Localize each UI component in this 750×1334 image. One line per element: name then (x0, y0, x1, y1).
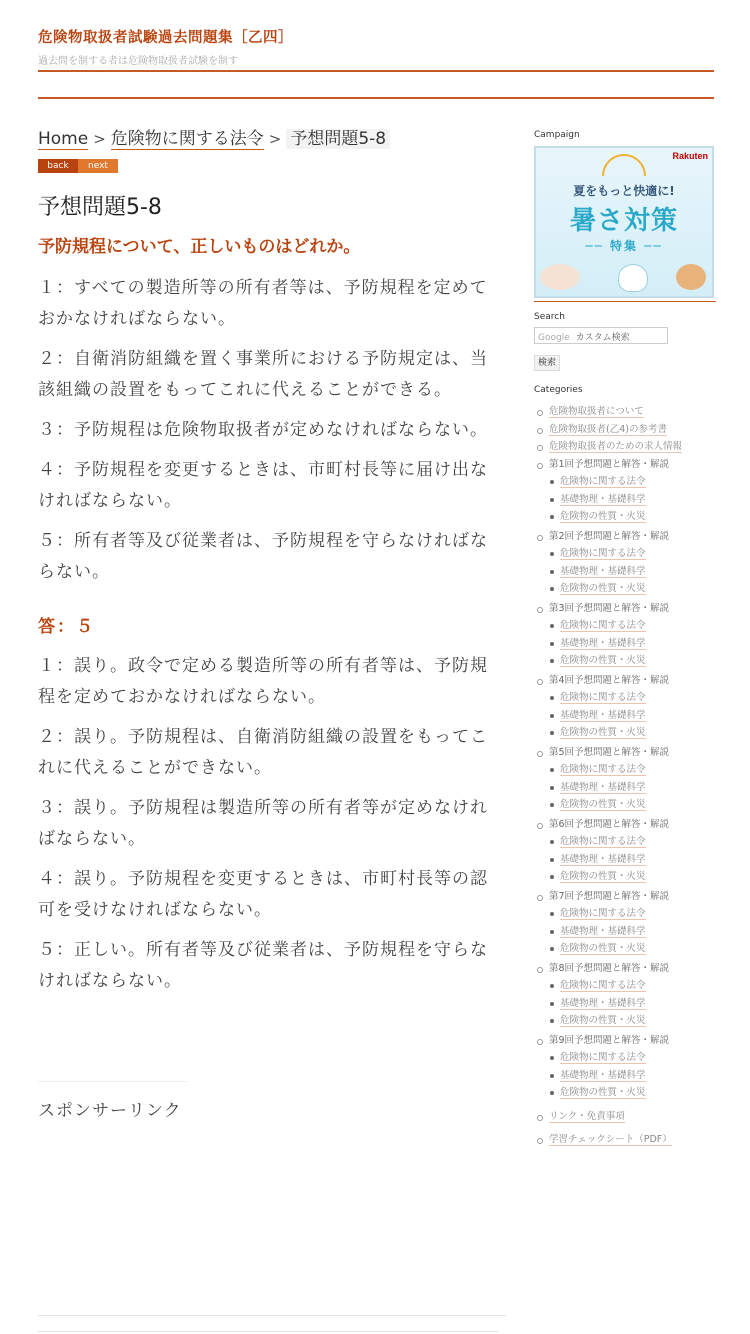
search-input[interactable] (534, 327, 668, 344)
breadcrumb (38, 128, 503, 150)
dog-illustration (676, 264, 706, 290)
subcategory-item[interactable] (549, 833, 716, 851)
search-placeholder: カスタム検索 (575, 333, 630, 343)
breadcrumb-category-link[interactable]: 危険物に関する法令 (110, 129, 264, 149)
subcategory-list (549, 545, 716, 598)
subcategory-link[interactable]: 危険物に関する法令 (560, 908, 646, 919)
category-group (534, 816, 716, 886)
subcategory-item[interactable] (549, 635, 716, 653)
category-item[interactable] (534, 403, 716, 421)
subcategory-list (549, 689, 716, 742)
subcategory-item[interactable] (549, 851, 716, 869)
breadcrumb-separator: > (93, 130, 106, 148)
subcategory-link[interactable]: 基礎物理・基礎科学 (560, 709, 646, 721)
subcategory-item[interactable] (549, 761, 716, 779)
categories-widget (534, 383, 716, 1149)
category-group (534, 672, 716, 742)
subcategory-item[interactable] (549, 779, 716, 797)
category-item[interactable] (534, 1108, 716, 1126)
subcategory-link[interactable]: 危険物の性質・火災 (560, 511, 646, 522)
rakuten-logo: Rakuten (672, 151, 708, 161)
subcategory-item[interactable] (549, 1067, 716, 1085)
bear-illustration (618, 264, 648, 292)
categories-list (534, 403, 716, 1149)
explanation-item: ３：誤り。予防規程は製造所等の所有者等が定めなければならない。 (38, 798, 488, 849)
search-title: Search (534, 312, 565, 322)
category-group-label: 第5回予想問題と解答・解説 (549, 746, 670, 758)
choice-item: ２：自衛消防組織を置く事業所における予防規定は、当該組織の設置をもってこれに代えることができる。 (38, 349, 488, 400)
breadcrumb-current: 予想問題5-8 (286, 129, 390, 149)
subcategory-link[interactable]: 基礎物理・基礎科学 (560, 637, 646, 649)
category-group-label: 第9回予想問題と解答・解説 (549, 1034, 670, 1046)
subcategory-link[interactable]: 危険物の性質・火災 (560, 799, 646, 810)
subcategory-link[interactable]: 基礎物理・基礎科学 (560, 781, 646, 793)
campaign-divider (534, 301, 716, 302)
choice-item: ４：予防規程を変更するときは、市町村長等に届け出なければならない。 (38, 460, 488, 511)
subcategory-link[interactable]: 危険物の性質・火災 (560, 943, 646, 954)
site-header (38, 26, 714, 67)
subcategory-item[interactable] (549, 617, 716, 635)
next-button[interactable]: next (78, 159, 118, 173)
banner-title: 暑さ対策 (569, 206, 678, 236)
campaign-banner[interactable] (534, 146, 714, 298)
banner-subtitle: ── 特集 ── (585, 239, 663, 253)
category-item[interactable] (534, 421, 716, 439)
subcategory-list (549, 473, 716, 526)
category-group (534, 528, 716, 598)
subcategory-list (549, 833, 716, 886)
subcategory-link[interactable]: 基礎物理・基礎科学 (560, 565, 646, 577)
subcategory-item[interactable] (549, 508, 716, 526)
category-group-label: 第7回予想問題と解答・解説 (549, 890, 670, 902)
subcategory-link[interactable]: 基礎物理・基礎科学 (560, 1069, 646, 1081)
footer-divider (38, 1331, 498, 1332)
breadcrumb-home-link[interactable]: Home (38, 129, 89, 149)
subcategory-link[interactable]: 危険物に関する法令 (560, 620, 646, 631)
category-link[interactable]: 危険物取扱者のための求人情報 (549, 441, 683, 452)
subcategory-item[interactable] (549, 724, 716, 742)
subcategory-link[interactable]: 危険物に関する法令 (560, 836, 646, 847)
subcategory-link[interactable]: 危険物の性質・火災 (560, 655, 646, 666)
subcategory-link[interactable]: 基礎物理・基礎科学 (560, 853, 646, 865)
banner-headline: 夏をもっと快適に! (573, 184, 675, 198)
subcategory-item[interactable] (549, 580, 716, 598)
subcategory-link[interactable]: 危険物の性質・火災 (560, 1015, 646, 1026)
category-group-label: 第4回予想問題と解答・解説 (549, 674, 670, 686)
breadcrumb-separator: > (268, 130, 282, 148)
sponsor-label: スポンサーリンク (38, 1101, 182, 1121)
subcategory-item[interactable] (549, 923, 716, 941)
subcategory-item[interactable] (549, 940, 716, 958)
subcategory-link[interactable]: 危険物に関する法令 (560, 764, 646, 775)
pillow-illustration (540, 264, 580, 290)
category-group-label: 第8回予想問題と解答・解説 (549, 962, 670, 974)
subcategory-item[interactable] (549, 868, 716, 886)
subcategory-item[interactable] (549, 707, 716, 725)
question-text: 予防規程について、正しいものはどれか。 (38, 237, 361, 257)
subcategory-item[interactable] (549, 905, 716, 923)
category-group (534, 1032, 716, 1102)
subcategory-item[interactable] (549, 1049, 716, 1067)
sponsor-divider (38, 1081, 188, 1082)
subcategory-item[interactable] (549, 689, 716, 707)
site-title[interactable]: 危険物取扱者試験過去問題集［乙四］ (38, 30, 293, 46)
subcategory-item[interactable] (549, 491, 716, 509)
subcategory-list (549, 905, 716, 958)
category-group-label: 第3回予想問題と解答・解説 (549, 602, 670, 614)
category-group-label: 第1回予想問題と解答・解説 (549, 458, 670, 470)
explanation-item: ４：誤り。予防規程を変更するときは、市町村長等の認可を受けなければならない。 (38, 869, 488, 920)
nav-divider (38, 97, 714, 99)
subcategory-link[interactable]: 基礎物理・基礎科学 (560, 997, 646, 1009)
categories-title: Categories (534, 385, 583, 395)
choice-item: ３：予防規程は危険物取扱者が定めなければならない。 (38, 420, 488, 440)
subcategory-item[interactable] (549, 1012, 716, 1030)
subcategory-link[interactable]: 危険物の性質・火災 (560, 1087, 646, 1098)
site-tagline: 過去問を制する者は危険物取扱者試験を制す (38, 56, 238, 67)
search-widget (534, 310, 716, 371)
subcategory-link[interactable]: 危険物の性質・火災 (560, 871, 646, 882)
subcategory-link[interactable]: 基礎物理・基礎科学 (560, 925, 646, 937)
subcategory-list (549, 761, 716, 814)
explanation-item: ５：正しい。所有者等及び従業者は、予防規程を守らなければならない。 (38, 940, 488, 991)
subcategory-link[interactable]: 危険物に関する法令 (560, 980, 646, 991)
subcategory-item[interactable] (549, 545, 716, 563)
post-pager (38, 159, 503, 173)
category-group (534, 456, 716, 526)
subcategory-item[interactable] (549, 995, 716, 1013)
category-group-label: 第2回予想問題と解答・解説 (549, 530, 670, 542)
header-divider (38, 70, 714, 72)
category-group-label: 第6回予想問題と解答・解説 (549, 818, 670, 830)
subcategory-link[interactable]: 危険物に関する法令 (560, 476, 646, 487)
subcategory-link[interactable]: 危険物に関する法令 (560, 548, 646, 559)
subcategory-link[interactable]: 基礎物理・基礎科学 (560, 493, 646, 505)
subcategory-item[interactable] (549, 563, 716, 581)
category-group (534, 744, 716, 814)
choice-item: ５：所有者等及び従業者は、予防規程を守らなければならない。 (38, 531, 488, 582)
subcategory-link[interactable]: 危険物の性質・火災 (560, 583, 646, 594)
footer-divider (38, 1315, 506, 1316)
category-item[interactable] (534, 438, 716, 456)
sun-icon (602, 154, 646, 176)
choices-list (38, 273, 503, 588)
subcategory-link[interactable]: 危険物に関する法令 (560, 692, 646, 703)
category-link[interactable]: 危険物取扱者について (549, 406, 644, 417)
category-link[interactable]: 危険物取扱者(乙4)の参考書 (549, 423, 667, 435)
main-content (38, 128, 503, 1006)
explanation-item: １：誤り。政令で定める製造所等の所有者等は、予防規程を定めておかなければならない。 (38, 656, 488, 707)
answer-title: 答：５ (38, 617, 95, 637)
category-link[interactable]: リンク・免責事項 (549, 1110, 625, 1122)
category-group (534, 960, 716, 1030)
category-item[interactable] (534, 1131, 716, 1149)
google-brand: Google (538, 333, 570, 343)
sidebar (534, 128, 716, 1149)
subcategory-list (549, 977, 716, 1030)
subcategory-item[interactable] (549, 652, 716, 670)
page-title: 予想問題5-8 (38, 195, 162, 220)
subcategory-item[interactable] (549, 977, 716, 995)
explanation-item: ２：誤り。予防規程は、自衛消防組織の設置をもってこれに代えることができない。 (38, 727, 488, 778)
search-button[interactable]: 検索 (534, 355, 560, 371)
subcategory-item[interactable] (549, 473, 716, 491)
back-button[interactable]: back (38, 159, 78, 173)
category-link[interactable]: 学習チェックシート（PDF） (549, 1134, 672, 1145)
subcategory-link[interactable]: 危険物に関する法令 (560, 1052, 646, 1063)
subcategory-link[interactable]: 危険物の性質・火災 (560, 727, 646, 738)
campaign-title: Campaign (534, 130, 580, 140)
subcategory-item[interactable] (549, 1084, 716, 1102)
choice-item: １：すべての製造所等の所有者等は、予防規程を定めておかなければならない。 (38, 278, 488, 329)
subcategory-item[interactable] (549, 796, 716, 814)
category-group (534, 888, 716, 958)
subcategory-list (549, 1049, 716, 1102)
category-group (534, 600, 716, 670)
subcategory-list (549, 617, 716, 670)
explanations-list (38, 651, 503, 997)
